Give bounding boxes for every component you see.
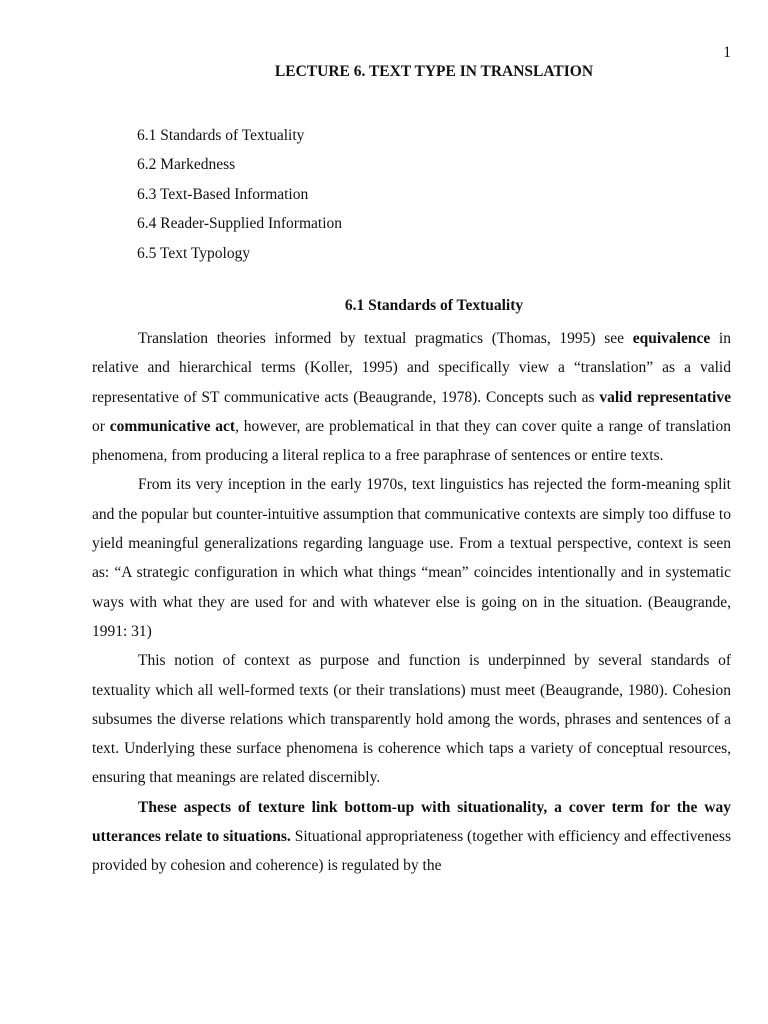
toc-item: 6.5 Text Typology xyxy=(137,244,251,262)
bold-sentence: These aspects of texture link bottom-up with situationality, a cover term for the way utterances relate to situations. xyxy=(92,798,731,846)
paragraph-4 xyxy=(92,793,731,881)
paragraph-text: Situational appropriateness (together with efficiency and effectiveness provided by cohesion and coherence) is regulated by the xyxy=(92,828,731,875)
page-number: 1 xyxy=(723,44,731,61)
bold-term: communicative act xyxy=(109,417,236,435)
toc-item: 6.3 Text-Based Information xyxy=(137,185,309,203)
paragraph-text: in relative and hierarchical terms (Koller, 1995) and specifically view a “translation” as a valid representative of ST communicative acts (Beaugrande, 1978). Concepts such as xyxy=(92,330,731,406)
toc-item: 6.1 Standards of Textuality xyxy=(137,127,305,144)
paragraph-1 xyxy=(92,324,731,470)
table-of-contents xyxy=(137,121,342,268)
paragraph-text: , however, are problematical in that they can cover quite a range of translation phenomena, from producing a literal replica to a free paraphrase of sentences or entire texts. xyxy=(92,417,731,465)
paragraph-3: This notion of context as purpose and function is underpinned by several standards of textuality which all well-formed texts (or their translations) must meet (Beaugrande, 1980). Cohesion subsumes the diverse relations which transparently hold among the words, phrases and sentences of a text. Underlying these surface phenomena is coherence which taps a variety of conceptual resources, ensuring that meanings are related discernibly. xyxy=(92,652,731,787)
body-text xyxy=(92,324,731,881)
paragraph-text: Translation theories informed by textual pragmatics (Thomas, 1995) see xyxy=(138,330,633,347)
bold-term: valid representative xyxy=(599,388,731,406)
paragraph-text: or xyxy=(92,417,110,435)
section-heading: 6.1 Standards of Textuality xyxy=(344,297,524,314)
toc-item: 6.4 Reader-Supplied Information xyxy=(137,215,343,233)
paragraph-2: From its very inception in the early 1970s, text linguistics has rejected the form-meaning split and the popular but counter-intuitive assumption that communicative contexts are simply too diffuse to yield meaningful generalizations regarding language use. From a textual perspective, context is seen as: “A strategic configuration in which what things “mean” coincides intentionally and in systematic ways with what they are used for and with whatever else is going on in the situation. (Beaugrande, 1991: 31) xyxy=(92,476,731,640)
toc-item: 6.2 Markedness xyxy=(137,156,236,174)
bold-term: equivalence xyxy=(632,330,711,347)
page-title: LECTURE 6. TEXT TYPE IN TRANSLATION xyxy=(274,63,594,80)
